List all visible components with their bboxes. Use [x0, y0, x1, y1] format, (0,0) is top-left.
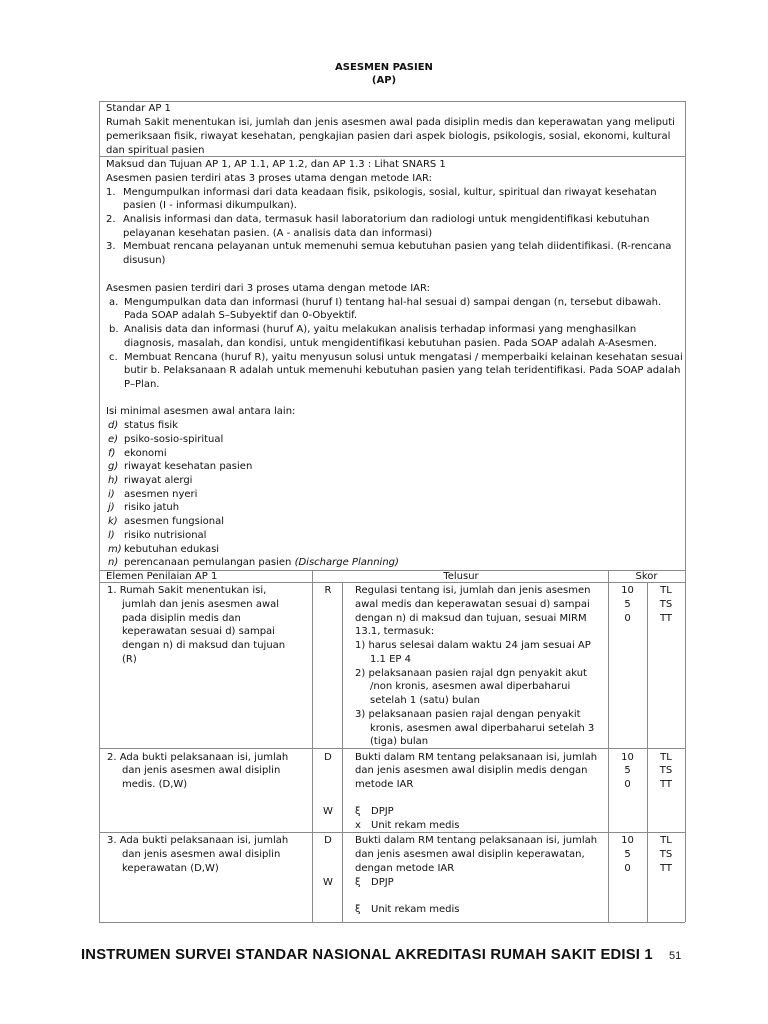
- bullet-marker: x: [355, 820, 361, 831]
- telusur-text: Regulasi tentang isi, jumlah dan jenis asesmen: [355, 585, 591, 596]
- score-grade: TT: [659, 863, 673, 874]
- rule-top: [99, 101, 685, 102]
- telusur-text: 2) pelaksanaan pasien rajal dgn penyakit akut: [355, 668, 587, 679]
- list-item-line: Mengumpulkan informasi dari data keadaan fisik, psikologis, sosial, kultur, spiritual dan riwayat kesehatan: [123, 187, 657, 198]
- rule-bottom: [99, 922, 685, 923]
- score-grade: TS: [659, 849, 673, 860]
- list-marker: d): [108, 420, 119, 431]
- element-text: keperawatan sesuai d) sampai: [122, 626, 275, 637]
- score-value: 5: [624, 849, 631, 860]
- score-grade: TT: [659, 613, 673, 624]
- telusur-text: /non kronis, asesmen awal diperbaharui: [370, 681, 571, 692]
- score-grade: TL: [660, 835, 672, 846]
- rule-col-telusur: [312, 570, 313, 922]
- score-grade: TS: [659, 765, 673, 776]
- list-marker: c.: [109, 352, 118, 363]
- score-grade: TL: [660, 585, 672, 596]
- trace-code: W: [323, 806, 333, 817]
- list-item-line: butir b. Pelaksanaan R adalah untuk memenuhi kebutuhan pasien yang telah teridentifikasi. Pada SOAP adalah: [124, 365, 681, 376]
- element-text: pada disiplin medis dan: [122, 613, 241, 624]
- score-value: 10: [621, 585, 634, 596]
- list-item-line: diagnosis, masalah, dan kondisi, untuk mengidentifikasi kebutuhan pasien. Pada SOAP adalah A-Asesmen.: [124, 338, 657, 349]
- list-item: status fisik: [124, 420, 178, 431]
- list-marker: h): [108, 475, 119, 486]
- list-marker: e): [108, 434, 119, 445]
- list-item-text: perencanaan pemulangan pasien: [124, 557, 295, 568]
- element-text: 1. Rumah Sakit menentukan isi,: [107, 585, 267, 596]
- trace-code: D: [324, 835, 332, 846]
- bullet-text: Unit rekam medis: [371, 904, 460, 915]
- trace-code: W: [323, 877, 333, 888]
- list-marker: 3.: [106, 241, 116, 252]
- list-item: riwayat alergi: [124, 475, 193, 486]
- list-marker: a.: [109, 297, 119, 308]
- score-grade: TL: [660, 752, 672, 763]
- col-header-skor: Skor: [635, 571, 658, 582]
- list-item: psiko-sosio-spiritual: [124, 434, 224, 445]
- score-value: 0: [624, 613, 631, 624]
- bullet-marker: ξ: [355, 904, 361, 915]
- telusur-text: metode IAR: [355, 779, 414, 790]
- bullet-text: DPJP: [371, 877, 394, 888]
- telusur-text: Bukti dalam RM tentang pelaksanaan isi, jumlah: [355, 752, 598, 763]
- list-item: kebutuhan edukasi: [124, 544, 220, 555]
- bullet-text: DPJP: [371, 806, 394, 817]
- list-item-line: Mengumpulkan data dan informasi (huruf I) tentang hal-hal sesuai d) sampai dengan (n, tersebut dibawah.: [124, 297, 662, 308]
- list-marker: i): [108, 489, 115, 500]
- element-text: dan jenis asesmen awal disiplin: [122, 849, 281, 860]
- standard-label: Standar AP 1: [106, 103, 171, 114]
- element-text: dan jenis asesmen awal disiplin: [122, 765, 281, 776]
- element-text: dengan n) di maksud dan tujuan: [122, 640, 286, 651]
- score-value: 10: [621, 835, 634, 846]
- intent-intro: Asesmen pasien terdiri atas 3 proses utama dengan metode IAR:: [106, 173, 433, 184]
- element-text: 3. Ada bukti pelaksanaan isi, jumlah: [107, 835, 289, 846]
- score-value: 5: [624, 599, 631, 610]
- rule-left: [99, 101, 100, 922]
- telusur-text: 1) harus selesai dalam waktu 24 jam sesuai AP: [355, 640, 591, 651]
- telusur-text: awal medis dan keperawatan sesuai d) sampai: [355, 599, 590, 610]
- score-grade: TT: [659, 779, 673, 790]
- list-item-line: Pada SOAP adalah S–Subyektif dan 0-Obyektif.: [124, 310, 358, 321]
- list-item: asesmen nyeri: [124, 489, 198, 500]
- rule-right: [685, 101, 686, 922]
- telusur-text: 13.1, termasuk:: [355, 626, 435, 637]
- document-title: ASESMEN PASIEN: [335, 62, 433, 73]
- list-marker: 1.: [106, 187, 116, 198]
- list-marker: k): [108, 516, 118, 527]
- list-item-line: pasien (I - informasi dikumpulkan).: [123, 200, 297, 211]
- telusur-text: 3) pelaksanaan pasien rajal dengan penyakit: [355, 709, 581, 720]
- telusur-text: kronis, asesmen awal diperbaharui setelah 3: [370, 723, 595, 734]
- col-header-element: Elemen Penilaian AP 1: [106, 571, 218, 582]
- bullet-text: Unit rekam medis: [371, 820, 460, 831]
- list-marker: b.: [109, 324, 119, 335]
- list-marker: f): [108, 448, 116, 459]
- list-item: asesmen fungsional: [124, 516, 225, 527]
- telusur-text: dengan n) di maksud dan tujuan, sesuai MIRM: [355, 613, 587, 624]
- element-text: (R): [122, 654, 137, 665]
- list-item: [124, 556, 399, 570]
- bullet-marker: ξ: [355, 877, 361, 888]
- standard-line: Rumah Sakit menentukan isi, jumlah dan jenis asesmen awal pada disiplin medis dan keperawatan yang meliputi: [106, 117, 675, 128]
- footer-title: INSTRUMEN SURVEI STANDAR NASIONAL AKREDITASI RUMAH SAKIT EDISI 1: [81, 947, 653, 963]
- telusur-text: (tiga) bulan: [370, 736, 429, 747]
- trace-code: D: [324, 752, 332, 763]
- telusur-text: setelah 1 (satu) bulan: [370, 695, 480, 706]
- document-subtitle: (AP): [371, 75, 397, 86]
- element-text: medis. (D,W): [122, 779, 188, 790]
- intent-intro: Isi minimal asesmen awal antara lain:: [106, 406, 296, 417]
- element-text: 2. Ada bukti pelaksanaan isi, jumlah: [107, 752, 289, 763]
- score-value: 10: [621, 752, 634, 763]
- score-grade: TS: [659, 599, 673, 610]
- element-text: jumlah dan jenis asesmen awal: [122, 599, 280, 610]
- telusur-text: dan jenis asesmen awal disiplin keperawatan,: [355, 849, 585, 860]
- list-item: ekonomi: [124, 448, 167, 459]
- list-item-italic: (Discharge Planning): [294, 557, 399, 568]
- list-item-line: Membuat rencana pelayanan untuk memenuhi semua kebutuhan pasien yang telah diidentifikasi. (R-rencana: [123, 241, 672, 252]
- list-marker: j): [108, 502, 115, 513]
- list-item: risiko nutrisional: [124, 530, 207, 541]
- list-marker: l): [108, 530, 115, 541]
- col-header-telusur: Telusur: [443, 571, 479, 582]
- telusur-text: 1.1 EP 4: [370, 654, 411, 665]
- list-marker: g): [108, 461, 119, 472]
- telusur-text: Bukti dalam RM tentang pelaksanaan isi, jumlah: [355, 835, 598, 846]
- list-item: riwayat kesehatan pasien: [124, 461, 253, 472]
- trace-code: R: [324, 585, 332, 596]
- standard-line: dan spiritual pasien: [106, 145, 205, 156]
- score-value: 5: [624, 765, 631, 776]
- list-marker: 2.: [106, 214, 116, 225]
- page-number: 51: [669, 950, 682, 962]
- telusur-text: dan jenis asesmen awal disiplin medis dengan: [355, 765, 588, 776]
- list-marker: n): [108, 557, 119, 568]
- telusur-text: dengan metode IAR: [355, 863, 455, 874]
- list-item-line: Membuat Rencana (huruf R), yaitu menyusun solusi untuk mengatasi / memperbaiki kelainan kesehatan sesuai: [124, 352, 683, 363]
- intent-intro: Asesmen pasien terdiri dari 3 proses utama dengan metode IAR:: [106, 283, 431, 294]
- list-item-line: pelayanan kesehatan pasien. (A - analisis data dan informasi): [123, 228, 433, 239]
- list-item-line: P–Plan.: [124, 379, 160, 390]
- intent-heading: Maksud dan Tujuan AP 1, AP 1.1, AP 1.2, dan AP 1.3 : Lihat SNARS 1: [106, 159, 446, 170]
- list-item-line: disusun): [123, 255, 166, 266]
- list-marker: m): [108, 544, 122, 555]
- score-value: 0: [624, 779, 631, 790]
- bullet-marker: ξ: [355, 806, 361, 817]
- list-item: risiko jatuh: [124, 502, 180, 513]
- standard-line: pemeriksaan fisik, riwayat kesehatan, pengkajian pasien dari aspek biologis, psikologis, sosial, ekonomi, kultural: [106, 131, 671, 142]
- list-item-line: Analisis data dan informasi (huruf A), yaitu melakukan analisis terhadap informasi yang menghasilkan: [124, 324, 637, 335]
- score-value: 0: [624, 863, 631, 874]
- list-item-line: Analisis informasi dan data, termasuk hasil laboratorium dan radiologi untuk mengidentifikasi kebutuhan: [123, 214, 650, 225]
- element-text: keperawatan (D,W): [122, 863, 219, 874]
